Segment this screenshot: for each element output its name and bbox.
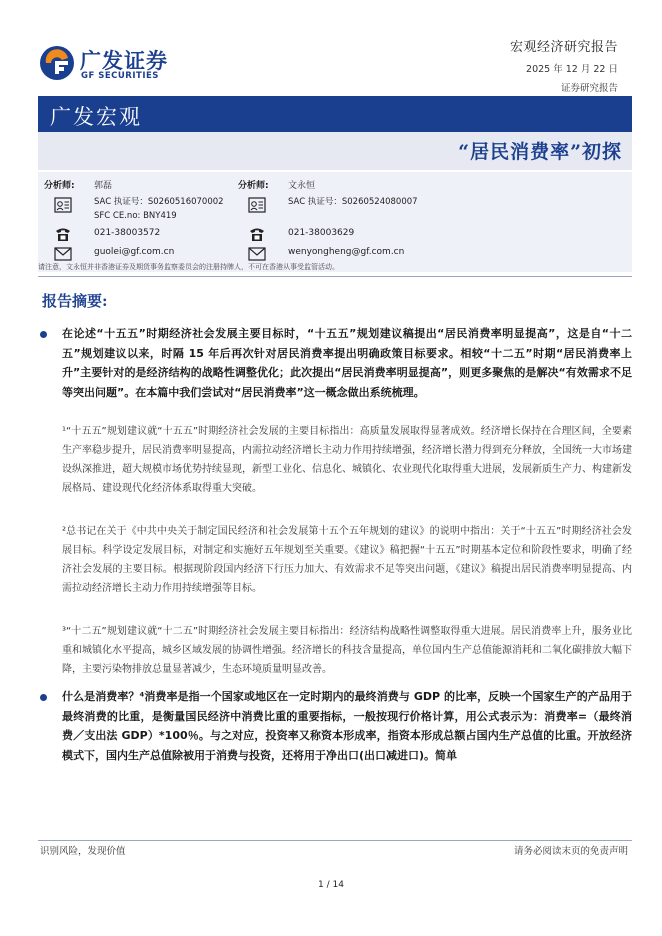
id-card-icon <box>54 197 72 213</box>
paragraph-text: 在论述“十五五”时期经济社会发展主要目标时，“十五五”规划建议稿提出“居民消费率明显提高”，这是自“十二五”规划建议以来，时隔 15 年后再次针对居民消费率提出明确政策目标要求。相较“十二五”时期“居民消费率上升”主要针对的是经济结构的战略性调整优化；此次提出“居民消费率明显提高”，则更多聚焦的是解决“有效需求不足等突出问题”。在本篇中我们尝试对“居民消费率”这一概念做出系统梳理。 <box>62 327 632 399</box>
footnote-text: ³“十二五”规划建议就“十二五”时期经济社会发展主要目标指出：经济结构战略性调整取得重大进展。居民消费率上升，服务业比重和城镇化水平提高，城乡区域发展的协调性增强。经济增长的科技含量提高，单位国内生产总值能源消耗和二氧化碳排放大幅下降，主要污染物排放总量显著减少，生态环境质量明显改善。 <box>62 626 632 675</box>
company-logo <box>38 44 188 86</box>
divider <box>38 276 632 277</box>
report-title: “居民消费率”初探 <box>458 141 622 163</box>
footer-divider <box>38 840 632 841</box>
bullet-icon <box>40 331 47 338</box>
analyst-sac-cert: SAC 执证号：S0260524080007 <box>288 197 418 207</box>
analyst-card <box>238 172 528 272</box>
gf-logo-icon <box>38 44 76 82</box>
analyst-label: 分析师: <box>238 181 269 191</box>
email-icon <box>248 246 266 262</box>
analyst-disclaimer: 请注意，文永恒并非香港证券及期货事务监察委员会的注册持牌人，不可在香港从事受监管活动。 <box>38 263 339 271</box>
logo-chinese-name: 广发证券 <box>80 49 168 73</box>
analyst-email[interactable]: guolei@gf.com.cn <box>94 247 175 257</box>
summary-paragraph <box>62 324 632 402</box>
footnote-text: ¹“十五五”规划建议就“十五五”时期经济社会发展的主要目标指出：高质量发展取得显著成效。经济增长保持在合理区间，全要素生产率稳步提升，居民消费率明显提高，内需拉动经济增长主动力作用持续增强，经济增长潜力得到充分释放，全国统一大市场建设纵深推进，超大规模市场优势持续显现，新型工业化、信息化、城镇化、农业现代化取得重大进展，发展新质生产力、构建新发展格局、建设现代化经济体系取得重大突破。 <box>62 426 632 494</box>
logo-english-name: GF SECURITIES <box>81 71 159 81</box>
phone-icon <box>54 226 72 242</box>
analyst-phone: 021-38003572 <box>94 228 161 238</box>
paragraph-text: 什么是消费率？⁴消费率是指一个国家或地区在一定时期内的最终消费与 GDP 的比率，反映一个国家生产的产品用于最终消费的比重，是衡量国民经济中消费比重的重要指标，一般按现行价格计算，用公式表示为：消费率=（最终消费／支出法 GDP）*100％。与之对应，投资率又称资本形成率，指资本形成总额占国内生产总值的比重。开放经济模式下，国内生产总值除被用于消费与投资，还将用于净出口(出口减进口)。简单 <box>62 690 632 762</box>
summary-heading: 报告摘要: <box>42 292 108 310</box>
banner-series-bar <box>38 96 632 132</box>
analyst-name: 文永恒 <box>288 181 316 191</box>
report-header <box>0 0 662 95</box>
id-card-icon <box>248 197 266 213</box>
summary-paragraph <box>62 687 632 765</box>
report-subtype: 证券研究报告 <box>560 83 618 94</box>
footnote-text: ²总书记在关于《中共中央关于制定国民经济和社会发展第十五个五年规划的建议》的说明中指出：关于“十五五”时期经济社会发展目标。科学设定发展目标，对制定和实施好五年规划至关重要。《建议》稿把握“十五五”时期基本定位和阶段性要求，明确了经济社会发展的主要目标。根据现阶段国内经济下行压力加大、有效需求不足等突出问题，《建议》稿提出居民消费率明显提高、内需拉动经济增长主动力作用持续增强等目标。 <box>62 526 632 594</box>
report-date: 2025 年 12 月 22 日 <box>526 64 618 75</box>
header-meta <box>510 36 618 94</box>
email-icon <box>54 246 72 262</box>
report-type: 宏观经济研究报告 <box>509 40 618 55</box>
analyst-name: 郭磊 <box>94 181 113 191</box>
series-name: 广发宏观 <box>50 105 142 129</box>
footnote-2 <box>62 522 632 598</box>
phone-icon <box>248 226 266 242</box>
footnote-3 <box>62 622 632 679</box>
analyst-panel <box>38 172 632 272</box>
analyst-email[interactable]: wenyongheng@gf.com.cn <box>288 247 405 257</box>
analyst-label: 分析师: <box>44 181 75 191</box>
footer-disclaimer-note: 请务必阅读末页的免责声明 <box>513 846 628 857</box>
analyst-phone: 021-38003629 <box>288 228 355 238</box>
analyst-sfc-cert: SFC CE.no: BNY419 <box>94 211 177 221</box>
bullet-icon <box>40 694 47 701</box>
footer-slogan: 识别风险，发现价值 <box>40 846 126 857</box>
footnote-1 <box>62 422 632 498</box>
title-banner <box>38 96 632 170</box>
page-number: 1 / 14 <box>318 880 344 890</box>
analyst-sac-cert: SAC 执证号：S0260516070002 <box>94 197 224 207</box>
